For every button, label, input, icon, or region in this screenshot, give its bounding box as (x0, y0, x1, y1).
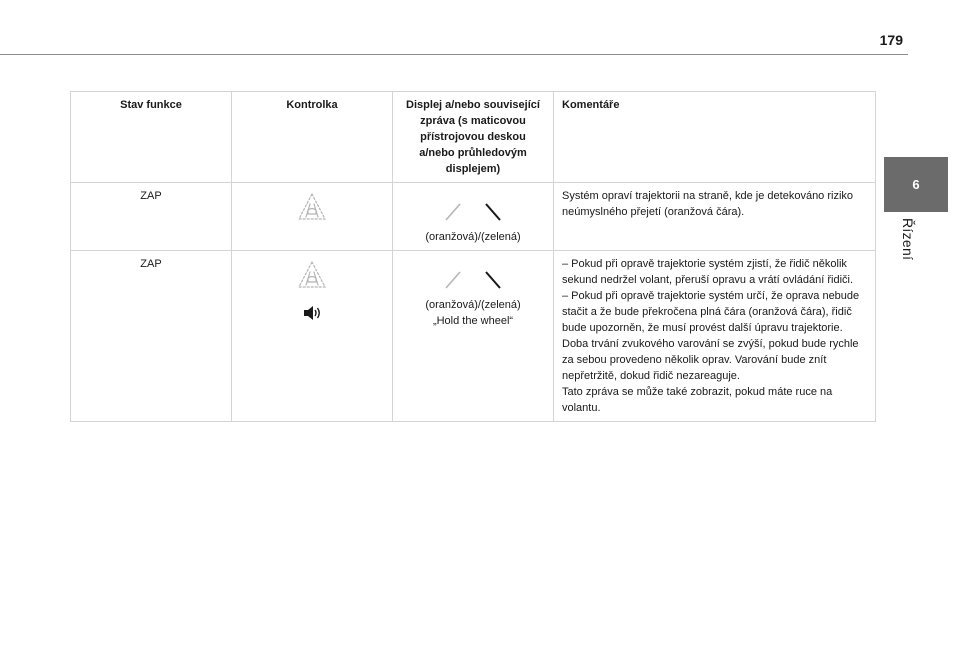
function-status-table (70, 91, 876, 422)
header-indicator: Kontrolka (232, 92, 393, 183)
comment-text: Doba trvání zvukového varování se zvýší, pokud bude rychle za sebou provedeno několik oprav. Varování bude znít nepřetržitě, dokud řidič nezareaguje. (562, 338, 859, 382)
left-lane-line-icon (444, 269, 462, 289)
comment-text: – Pokud při opravě trajektorie systém určí, že oprava nebude stačit a že bude překročena plná čára (oranžová čára), řidič bude upozorněn, že musí provést další úpravu trajektorie. (562, 290, 860, 334)
table-header-row (71, 92, 876, 183)
comment-text: Systém opraví trajektorii na straně, kde je detekováno riziko neúmyslného přejetí (oranžová čára). (562, 190, 854, 218)
state-cell: ZAP (71, 251, 232, 422)
display-cell (393, 183, 554, 251)
indicator-cell (232, 251, 393, 422)
lane-assist-warning-icon (297, 260, 327, 290)
comment-cell (554, 183, 876, 251)
header-display: Displej a/nebo související zpráva (s maticovou přístrojovou deskou a/nebo průhledovým displejem) (393, 92, 554, 183)
chapter-title: Řízení (900, 218, 916, 261)
comment-cell (554, 251, 876, 422)
display-caption: (oranžová)/(zelená) (425, 299, 521, 311)
comment-text: Tato zpráva se může také zobrazit, pokud máte ruce na volantu. (562, 386, 833, 414)
comment-text: – Pokud při opravě trajektorie systém zjistí, že řidič několik sekund nedržel volant, přeruší opravu a vrátí ovládání řidiči. (562, 258, 854, 286)
indicator-cell (232, 183, 393, 251)
chapter-tab[interactable]: 6 (884, 157, 948, 212)
audible-alert-icon (302, 304, 322, 322)
header-divider (0, 54, 908, 55)
display-caption: (oranžová)/(zelená) (425, 231, 521, 243)
left-lane-line-icon (444, 201, 462, 221)
page-number: 179 (879, 32, 903, 48)
table-row (71, 183, 876, 251)
right-lane-line-icon (484, 269, 502, 289)
table-row (71, 251, 876, 422)
lane-assist-warning-icon (297, 192, 327, 222)
display-cell (393, 251, 554, 422)
state-cell: ZAP (71, 183, 232, 251)
display-message: „Hold the wheel“ (432, 315, 514, 327)
header-comments: Komentáře (554, 92, 876, 183)
header-state: Stav funkce (71, 92, 232, 183)
right-lane-line-icon (484, 201, 502, 221)
